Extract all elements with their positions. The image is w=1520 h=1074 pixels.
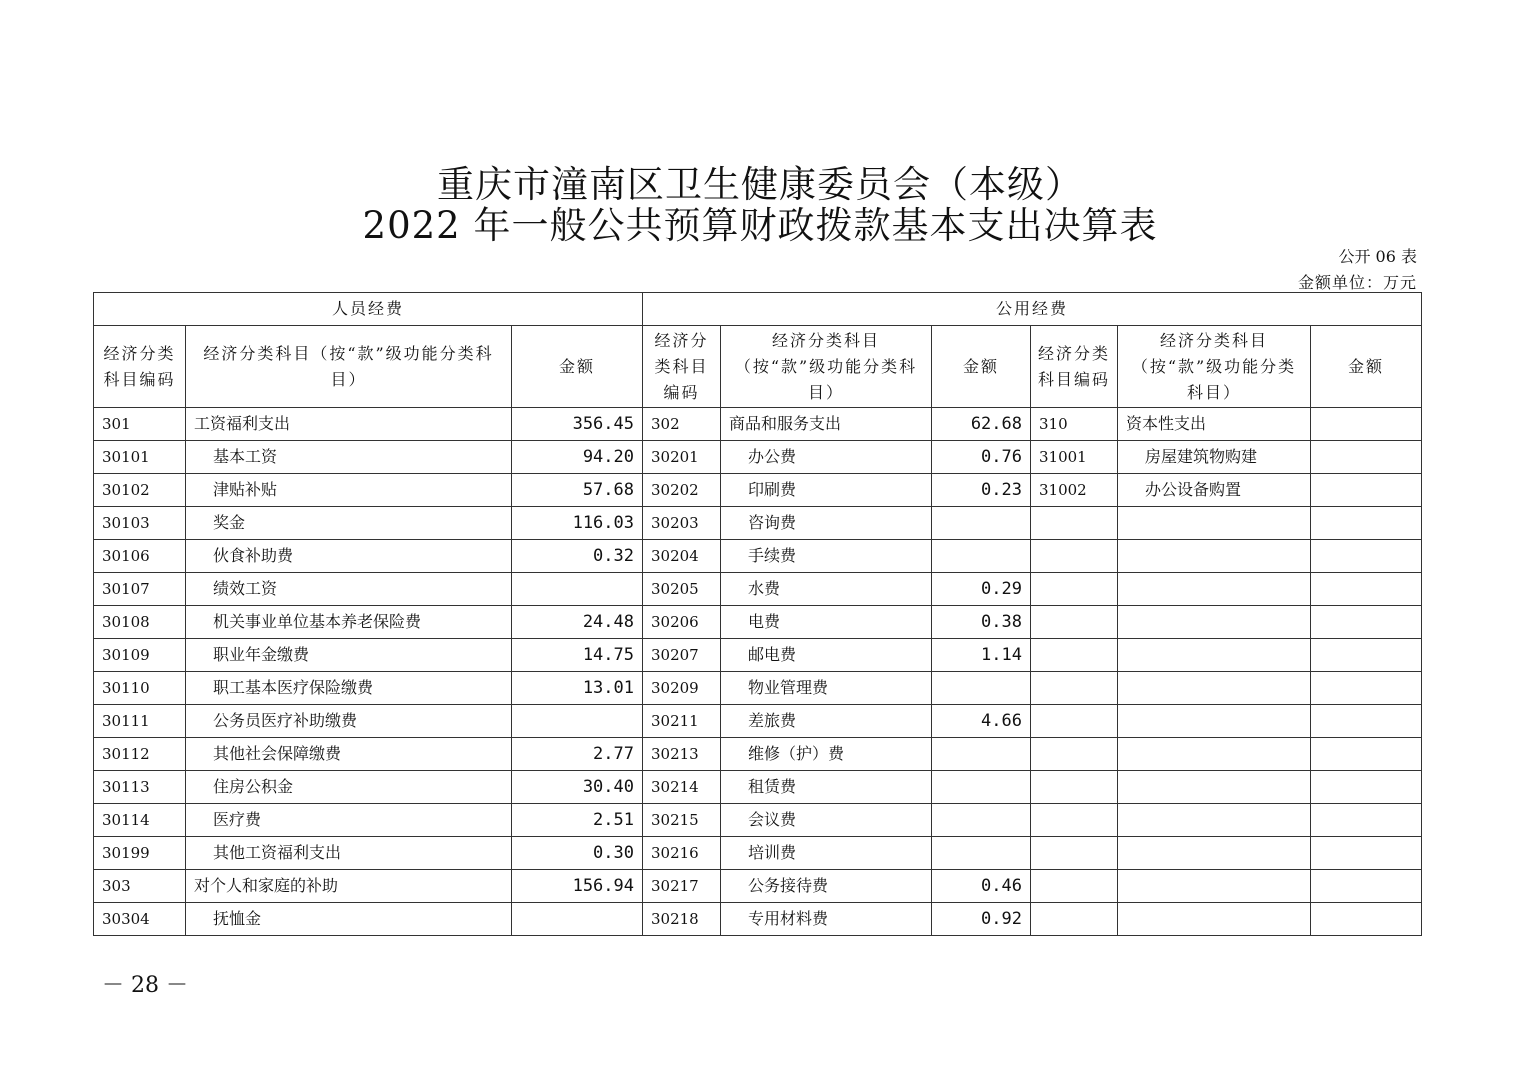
econ-name-cell: 奖金 <box>186 507 512 540</box>
econ-name-cell: 对个人和家庭的补助 <box>186 870 512 903</box>
amount-cell: 0.38 <box>932 606 1031 639</box>
amount-cell: 356.45 <box>512 408 643 441</box>
econ-name-cell <box>1118 771 1311 804</box>
econ-name-cell: 职工基本医疗保险缴费 <box>186 672 512 705</box>
econ-code-cell: 30205 <box>643 573 721 606</box>
econ-code-cell <box>1031 507 1118 540</box>
econ-code-cell: 30216 <box>643 837 721 870</box>
econ-name-cell <box>1118 705 1311 738</box>
table-row <box>94 441 1422 474</box>
econ-name-cell: 住房公积金 <box>186 771 512 804</box>
econ-name-cell: 工资福利支出 <box>186 408 512 441</box>
amount-cell <box>1311 804 1422 837</box>
econ-code-cell: 30204 <box>643 540 721 573</box>
econ-code-cell: 310 <box>1031 408 1118 441</box>
table-row <box>94 672 1422 705</box>
econ-code-cell: 30106 <box>94 540 186 573</box>
column-header-row <box>94 326 1422 408</box>
econ-code-cell: 30110 <box>94 672 186 705</box>
econ-code-cell: 30207 <box>643 639 721 672</box>
econ-code-cell <box>1031 837 1118 870</box>
econ-code-cell: 31002 <box>1031 474 1118 507</box>
header-code: 经济分类科目编码 <box>643 326 721 408</box>
report-title-line2: 2022 年一般公共预算财政拨款基本支出决算表 <box>362 204 1158 247</box>
econ-name-cell: 办公设备购置 <box>1118 474 1311 507</box>
econ-code-cell: 30209 <box>643 672 721 705</box>
econ-code-cell: 30304 <box>94 903 186 936</box>
table-row <box>94 606 1422 639</box>
econ-code-cell <box>1031 639 1118 672</box>
econ-name-cell <box>1118 870 1311 903</box>
econ-code-cell <box>1031 540 1118 573</box>
amount-unit: 金额单位：万元 <box>1297 273 1417 292</box>
econ-name-cell <box>1118 738 1311 771</box>
amount-cell: 1.14 <box>932 639 1031 672</box>
econ-name-cell: 津贴补贴 <box>186 474 512 507</box>
amount-cell: 0.30 <box>512 837 643 870</box>
econ-code-cell: 30109 <box>94 639 186 672</box>
header-name: 经济分类科目（按“款”级功能分类科目） <box>721 326 932 408</box>
econ-name-cell: 机关事业单位基本养老保险费 <box>186 606 512 639</box>
header-code: 经济分类科目编码 <box>94 326 186 408</box>
header-name: 经济分类科目（按“款”级功能分类科目） <box>1118 326 1311 408</box>
amount-cell: 0.76 <box>932 441 1031 474</box>
amount-cell <box>1311 474 1422 507</box>
econ-name-cell: 差旅费 <box>721 705 932 738</box>
econ-name-cell: 电费 <box>721 606 932 639</box>
table-row <box>94 804 1422 837</box>
amount-cell <box>932 804 1031 837</box>
amount-cell <box>932 771 1031 804</box>
table-row <box>94 639 1422 672</box>
econ-name-cell: 抚恤金 <box>186 903 512 936</box>
amount-cell: 0.23 <box>932 474 1031 507</box>
amount-cell: 30.40 <box>512 771 643 804</box>
econ-name-cell: 职业年金缴费 <box>186 639 512 672</box>
econ-code-cell: 30211 <box>643 705 721 738</box>
amount-cell: 94.20 <box>512 441 643 474</box>
econ-name-cell: 培训费 <box>721 837 932 870</box>
econ-code-cell: 30214 <box>643 771 721 804</box>
econ-name-cell <box>1118 639 1311 672</box>
amount-cell <box>1311 606 1422 639</box>
header-name: 经济分类科目（按“款”级功能分类科目） <box>186 326 512 408</box>
section-public: 公用经费 <box>643 293 1422 326</box>
econ-code-cell: 30199 <box>94 837 186 870</box>
econ-name-cell: 印刷费 <box>721 474 932 507</box>
econ-name-cell: 伙食补助费 <box>186 540 512 573</box>
econ-code-cell <box>1031 606 1118 639</box>
section-personnel: 人员经费 <box>94 293 643 326</box>
header-code: 经济分类科目编码 <box>1031 326 1118 408</box>
amount-cell <box>932 837 1031 870</box>
econ-code-cell: 30202 <box>643 474 721 507</box>
amount-cell <box>1311 507 1422 540</box>
econ-name-cell <box>1118 804 1311 837</box>
econ-code-cell: 303 <box>94 870 186 903</box>
econ-name-cell <box>1118 540 1311 573</box>
econ-code-cell: 30217 <box>643 870 721 903</box>
econ-code-cell <box>1031 903 1118 936</box>
amount-cell: 14.75 <box>512 639 643 672</box>
amount-cell <box>512 705 643 738</box>
amount-cell <box>1311 837 1422 870</box>
econ-code-cell: 30112 <box>94 738 186 771</box>
econ-name-cell: 医疗费 <box>186 804 512 837</box>
amount-cell <box>932 540 1031 573</box>
econ-code-cell: 30201 <box>643 441 721 474</box>
amount-cell <box>1311 903 1422 936</box>
econ-code-cell: 30111 <box>94 705 186 738</box>
report-title-line1: 重庆市潼南区卫生健康委员会（本级） <box>437 163 1083 206</box>
econ-code-cell: 30102 <box>94 474 186 507</box>
econ-name-cell <box>1118 837 1311 870</box>
econ-code-cell: 30206 <box>643 606 721 639</box>
amount-cell <box>512 573 643 606</box>
econ-name-cell: 其他社会保障缴费 <box>186 738 512 771</box>
amount-cell: 0.92 <box>932 903 1031 936</box>
econ-code-cell: 30113 <box>94 771 186 804</box>
table-row <box>94 903 1422 936</box>
amount-cell: 156.94 <box>512 870 643 903</box>
amount-cell <box>1311 771 1422 804</box>
econ-code-cell <box>1031 705 1118 738</box>
amount-cell: 0.46 <box>932 870 1031 903</box>
table-row <box>94 771 1422 804</box>
amount-cell <box>512 903 643 936</box>
header-amount: 金额 <box>1311 326 1422 408</box>
econ-name-cell <box>1118 507 1311 540</box>
amount-cell: 2.77 <box>512 738 643 771</box>
econ-code-cell <box>1031 738 1118 771</box>
budget-table <box>93 292 1422 936</box>
econ-code-cell: 30203 <box>643 507 721 540</box>
amount-cell <box>1311 738 1422 771</box>
econ-code-cell: 30215 <box>643 804 721 837</box>
amount-cell <box>1311 870 1422 903</box>
amount-cell <box>932 738 1031 771</box>
econ-code-cell <box>1031 672 1118 705</box>
econ-code-cell: 301 <box>94 408 186 441</box>
econ-name-cell: 资本性支出 <box>1118 408 1311 441</box>
econ-name-cell: 其他工资福利支出 <box>186 837 512 870</box>
econ-name-cell: 商品和服务支出 <box>721 408 932 441</box>
amount-cell <box>1311 639 1422 672</box>
econ-code-cell: 30103 <box>94 507 186 540</box>
econ-code-cell: 30114 <box>94 804 186 837</box>
econ-name-cell <box>1118 903 1311 936</box>
amount-cell: 4.66 <box>932 705 1031 738</box>
econ-code-cell: 30107 <box>94 573 186 606</box>
amount-cell: 62.68 <box>932 408 1031 441</box>
econ-name-cell <box>1118 606 1311 639</box>
amount-cell: 57.68 <box>512 474 643 507</box>
amount-cell <box>932 507 1031 540</box>
econ-name-cell: 公务接待费 <box>721 870 932 903</box>
econ-code-cell: 31001 <box>1031 441 1118 474</box>
econ-name-cell: 咨询费 <box>721 507 932 540</box>
amount-cell: 13.01 <box>512 672 643 705</box>
econ-name-cell: 维修（护）费 <box>721 738 932 771</box>
table-row <box>94 408 1422 441</box>
econ-code-cell: 302 <box>643 408 721 441</box>
econ-name-cell: 公务员医疗补助缴费 <box>186 705 512 738</box>
econ-name-cell <box>1118 672 1311 705</box>
amount-cell <box>932 672 1031 705</box>
econ-name-cell: 租赁费 <box>721 771 932 804</box>
page-number: － 28 － <box>102 973 188 998</box>
econ-code-cell <box>1031 804 1118 837</box>
amount-cell: 116.03 <box>512 507 643 540</box>
table-row <box>94 705 1422 738</box>
amount-cell <box>1311 441 1422 474</box>
table-row <box>94 540 1422 573</box>
econ-name-cell: 绩效工资 <box>186 573 512 606</box>
table-row <box>94 870 1422 903</box>
table-row <box>94 474 1422 507</box>
econ-name-cell: 专用材料费 <box>721 903 932 936</box>
amount-cell <box>1311 408 1422 441</box>
table-row <box>94 507 1422 540</box>
header-amount: 金额 <box>932 326 1031 408</box>
amount-cell <box>1311 540 1422 573</box>
econ-name-cell: 基本工资 <box>186 441 512 474</box>
econ-name-cell <box>1118 573 1311 606</box>
amount-cell: 24.48 <box>512 606 643 639</box>
econ-name-cell: 邮电费 <box>721 639 932 672</box>
amount-cell <box>1311 705 1422 738</box>
econ-name-cell: 手续费 <box>721 540 932 573</box>
econ-code-cell: 30108 <box>94 606 186 639</box>
econ-code-cell: 30213 <box>643 738 721 771</box>
econ-name-cell: 房屋建筑物购建 <box>1118 441 1311 474</box>
table-row <box>94 573 1422 606</box>
econ-code-cell <box>1031 573 1118 606</box>
section-header-row <box>94 293 1422 326</box>
amount-cell: 2.51 <box>512 804 643 837</box>
econ-name-cell: 会议费 <box>721 804 932 837</box>
econ-name-cell: 水费 <box>721 573 932 606</box>
amount-cell: 0.32 <box>512 540 643 573</box>
form-number: 公开 06 表 <box>1338 247 1417 266</box>
amount-cell <box>1311 573 1422 606</box>
table-row <box>94 738 1422 771</box>
amount-cell <box>1311 672 1422 705</box>
econ-name-cell: 办公费 <box>721 441 932 474</box>
econ-code-cell <box>1031 771 1118 804</box>
econ-code-cell <box>1031 870 1118 903</box>
header-amount: 金额 <box>512 326 643 408</box>
amount-cell: 0.29 <box>932 573 1031 606</box>
econ-code-cell: 30218 <box>643 903 721 936</box>
econ-code-cell: 30101 <box>94 441 186 474</box>
table-row <box>94 837 1422 870</box>
econ-name-cell: 物业管理费 <box>721 672 932 705</box>
